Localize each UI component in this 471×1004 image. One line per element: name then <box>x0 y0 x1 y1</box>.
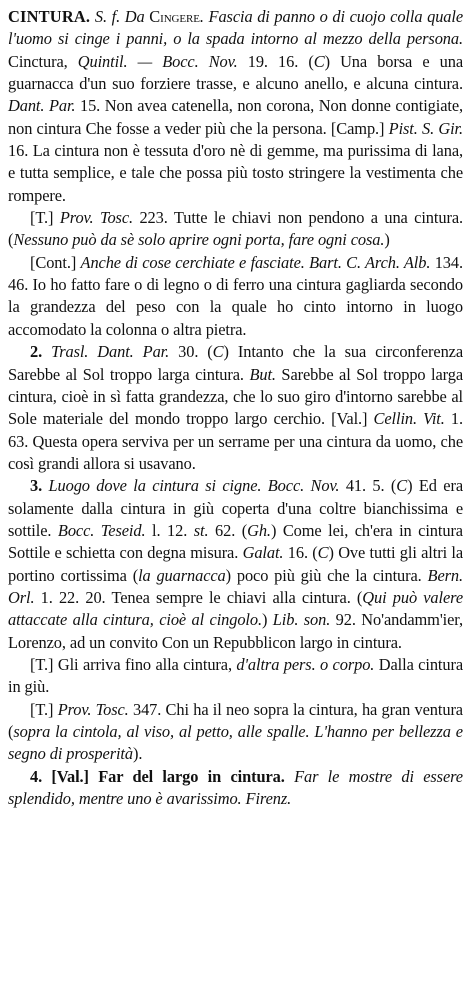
text-run: Far le mostre di essere splendido, mentre uno è avarissimo. Firenz. <box>8 766 463 809</box>
text-run: Dalla cintura in giù. <box>8 654 463 697</box>
text-run: [T.] <box>30 699 58 719</box>
paragraph-cerchiate <box>8 252 463 341</box>
text-run: C <box>396 476 408 496</box>
text-run: Anche di cose cerchiate e fasciate. Bart. C. Arch. Alb. <box>80 252 431 272</box>
paragraph-sense-2-figurative <box>8 341 463 475</box>
text-run: 15. Non avea catenella, non corona, Non donne contigiate, non cintura Che fosse a veder più che la persona. [Camp.] <box>8 96 463 138</box>
text-run: sopra la cintola, al viso, al petto, alle spalle. L'hanno per bellezza e segno di prosperità <box>8 722 463 764</box>
text-run: Luogo dove la cintura si cigne. Bocc. Nov. <box>48 476 340 496</box>
text-run: C <box>313 51 325 71</box>
text-run: 134. 46. Io ho fatto fare o di legno o di ferro una cintura gagliarda secondo la grandezza del peso con la quale ho cinto intorno in luogo accomodato la colonna o altra pietra. <box>8 252 463 339</box>
paragraph-arriva-fino <box>8 654 463 699</box>
headword: CINTURA. <box>8 7 91 26</box>
text-run: C <box>212 342 224 362</box>
text-run: 62. ( <box>208 520 248 540</box>
text-run: ) Ove tutti gli altri la portino cortissima ( <box>8 543 463 585</box>
text-run: 41. 5. ( <box>339 476 397 496</box>
text-run: But. <box>249 364 276 384</box>
text-run: 19. 16. ( <box>237 51 314 71</box>
text-run: 16. La cintura non è tessuta d'oro nè di gemme, ma purissima di lana, e tutta semplice, e tale che possa più tosto stringere la vestimenta che rompere. <box>8 141 463 205</box>
text-run: Dant. Par. <box>8 96 76 116</box>
text-run: 3. <box>30 476 49 496</box>
text-run <box>285 767 294 786</box>
paragraph-proverb-chiavi <box>8 207 463 252</box>
text-run: 2. <box>30 342 52 362</box>
text-run: ) <box>384 230 390 250</box>
text-run: Bern. Orl. <box>8 565 463 607</box>
text-run: Far del largo in cintura. <box>98 766 285 786</box>
text-run: 16. ( <box>283 543 318 563</box>
text-run: . Fascia di panno o di cuojo colla quale l'uomo si cinge i panni, o la spada intorno al mezzo della persona. <box>8 7 464 49</box>
text-run: ) poco più giù che la cintura. <box>225 565 428 585</box>
text-run: Cinctura, <box>8 51 78 71</box>
text-run: [Cont.] <box>30 252 81 272</box>
paragraph-sense-4-idiom <box>8 766 463 811</box>
text-run: Bocc. Teseid. <box>57 520 146 540</box>
text-run: ) Una borsa e una guarnacca d'un suo forziere trasse, e alcuno anello, e alcuna cintura. <box>8 51 463 94</box>
text-run: [T.] <box>30 208 60 228</box>
text-run: Pist. S. Gir. <box>388 118 463 138</box>
text-run: Trasl. Dant. Par. <box>51 342 170 362</box>
text-run: Qui può valere attaccate alla cintura, cioè al cingolo. <box>8 587 464 630</box>
paragraph-sense-3-waist <box>8 475 463 654</box>
text-run: ) <box>261 610 273 630</box>
text-run: l. 12. <box>145 520 194 540</box>
text-run: Lib. son. <box>272 610 331 630</box>
text-run: Cellin. Vit. <box>373 409 445 429</box>
text-run: ) Ed era solamente dalla cintura in giù coperta d'una coltre bianchissima e sottile. <box>8 476 464 540</box>
text-run: ). <box>132 744 143 764</box>
text-run: d'altra pers. o corpo. <box>236 654 375 674</box>
paragraph-definition <box>8 6 463 207</box>
text-run: [T.] Gli arriva fino alla cintura, <box>30 654 237 674</box>
text-run: 1. 63. Questa opera serviva per un serrame per una cintura da uomo, che così grandi allora si usavano. <box>8 409 463 473</box>
text-run: Gh. <box>247 520 271 540</box>
text-run: Cingere <box>149 7 200 26</box>
text-run: Galat. <box>242 543 284 563</box>
text-run: Sarebbe al Sol troppo larga cintura, cioè in sì fatta grandezza, che lo suo giro d'intorno sarebbe al Sole materiale del mondo troppo largo cerchio. [Val.] <box>8 364 463 429</box>
text-run: 347. Chi ha il neo sopra la cintura, ha gran ventura ( <box>8 699 463 741</box>
text-run: st. <box>193 520 209 540</box>
text-run: la guarnacca <box>138 565 226 585</box>
text-run: Prov. Tosc. <box>59 208 133 228</box>
text-run: 30. ( <box>169 342 213 362</box>
text-run: ) Come lei, ch'era in cintura Sottile e schietta con degna misura. <box>8 520 463 563</box>
text-run: Quintil. — Bocc. Nov. <box>77 51 238 71</box>
text-run: 4. [Val.] <box>30 766 99 786</box>
dictionary-entry-cintura <box>8 6 463 810</box>
text-run: 223. Tutte le chiavi non pendono a una cintura. ( <box>8 208 463 250</box>
text-run: 92. No'andamm'ier, Lorenzo, ad un convito Con un Repubblicon largo in cintura. <box>8 610 464 652</box>
text-run: S. f. Da <box>94 7 150 26</box>
text-run: Nessuno può da sè solo aprire ogni porta, fare ogni cosa. <box>13 230 385 250</box>
text-run: Prov. Tosc. <box>57 699 129 719</box>
text-run: C <box>317 543 329 563</box>
text-run: ) Intanto che la sua circonferenza Sarebbe al Sol troppo larga cintura. <box>8 342 464 384</box>
text-run: 1. 22. 20. Tenea sempre le chiavi alla cintura. ( <box>34 587 363 607</box>
paragraph-proverb-neo <box>8 699 463 766</box>
